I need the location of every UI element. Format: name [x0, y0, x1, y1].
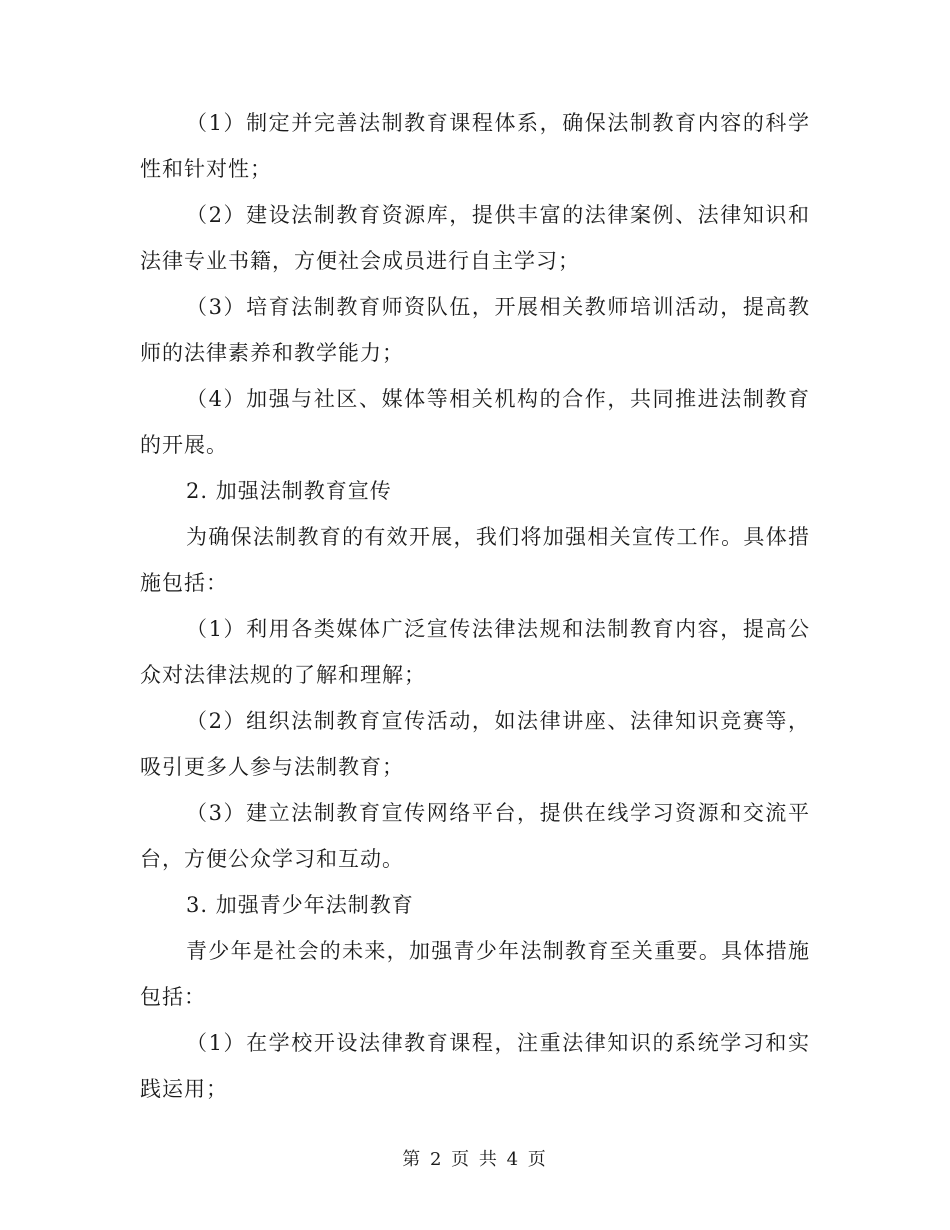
paragraph-2: （2）建设法制教育资源库，提供丰富的法律案例、法律知识和法律专业书籍，方便社会成员进行自主学习；: [140, 203, 810, 273]
paragraph-1: （1）制定并完善法制教育课程体系，确保法制教育内容的科学性和针对性；: [140, 111, 810, 181]
paragraph-9: （3）建立法制教育宣传网络平台，提供在线学习资源和交流平台，方便公众学习和互动。: [140, 801, 810, 871]
section-heading-2: 2. 加强法制教育宣传: [186, 479, 392, 503]
paragraph-4: （4）加强与社区、媒体等相关机构的合作，共同推进法制教育的开展。: [140, 387, 810, 457]
page-number-footer: 第 2 页 共 4 页: [402, 1149, 548, 1170]
section-heading-3: 3. 加强青少年法制教育: [186, 893, 414, 917]
paragraph-7: （1）利用各类媒体广泛宣传法律法规和法制教育内容，提高公众对法律法规的了解和理解；: [140, 617, 810, 687]
paragraph-11: 青少年是社会的未来，加强青少年法制教育至关重要。具体措施包括：: [140, 939, 810, 1009]
paragraph-8: （2）组织法制教育宣传活动，如法律讲座、法律知识竞赛等，吸引更多人参与法制教育；: [140, 709, 810, 779]
paragraph-6: 为确保法制教育的有效开展，我们将加强相关宣传工作。具体措施包括：: [140, 525, 810, 595]
paragraph-3: （3）培育法制教育师资队伍，开展相关教师培训活动，提高教师的法律素养和教学能力；: [140, 295, 810, 365]
document-body: [140, 100, 810, 1112]
paragraph-12: （1）在学校开设法律教育课程，注重法律知识的系统学习和实践运用；: [140, 1031, 810, 1101]
